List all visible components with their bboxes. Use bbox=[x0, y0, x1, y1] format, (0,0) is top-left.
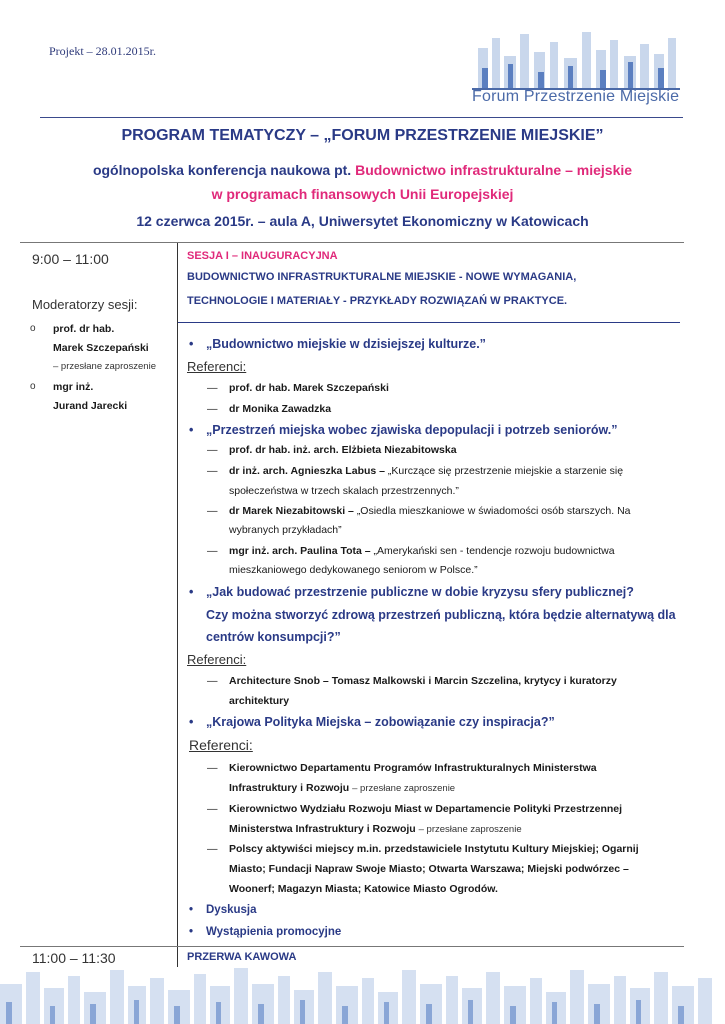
break-time: 11:00 – 11:30 bbox=[32, 950, 116, 966]
table-row-divider bbox=[20, 946, 684, 947]
conference-subtitle bbox=[0, 162, 725, 178]
speaker-cont: Infrastruktury i Rozwoju – przesłane zaproszenie bbox=[229, 782, 456, 794]
moderator-note: – przesłane zaproszenie bbox=[53, 361, 156, 372]
topic-cont: Czy można stworzyć zdrową przestrzeń publiczną, która będzie alternatywą dla bbox=[206, 608, 676, 622]
referenci-label: Referenci: bbox=[187, 359, 247, 374]
circle-bullet-icon: o bbox=[30, 381, 36, 392]
circle-bullet-icon: o bbox=[30, 323, 36, 334]
dash-icon: — bbox=[207, 465, 218, 477]
dash-icon: — bbox=[207, 545, 218, 557]
break-label: PRZERWA KAWOWA bbox=[187, 951, 297, 963]
speaker-talk-cont: wybranych przykładach” bbox=[229, 524, 342, 536]
speaker-talk-cont: społeczeństwa w trzech skalach przestrzennych.” bbox=[229, 485, 459, 497]
bullet-icon: • bbox=[189, 585, 194, 599]
referenci-label: Referenci: bbox=[187, 652, 247, 667]
dash-icon: — bbox=[207, 403, 218, 415]
speaker-cont: architektury bbox=[229, 695, 290, 707]
dash-icon: — bbox=[207, 382, 218, 394]
dash-icon: — bbox=[207, 675, 218, 687]
city-skyline-footer bbox=[0, 966, 725, 1024]
session-divider bbox=[178, 322, 680, 323]
subtitle-prefix: ogólnopolska konferencja naukowa pt. bbox=[92, 162, 352, 178]
column-divider bbox=[177, 243, 178, 967]
moderators-label: Moderatorzy sesji: bbox=[32, 297, 138, 312]
speaker-cont: Ministerstwa Infrastruktury i Rozwoju – przesłane zaproszenie bbox=[229, 823, 522, 835]
table-top-divider bbox=[20, 242, 684, 243]
page-title: PROGRAM TEMATYCZY – „FORUM PRZESTRZENIE MIEJSKIE” bbox=[121, 127, 604, 144]
session-heading: TECHNOLOGIE I MATERIAŁY - PRZYKŁADY ROZWIĄZAŃ W PRAKTYCE. bbox=[187, 295, 568, 307]
dash-icon: — bbox=[207, 505, 218, 517]
bullet-icon: • bbox=[189, 423, 194, 437]
speaker-cont: Woonerf; Magazyn Miasta; Katowice Miasto Ogrodów. bbox=[229, 883, 498, 895]
speaker-cont: Miasto; Fundacji Napraw Swoje Miasto; Otwarta Warszawa; Miejski podwórzec – bbox=[229, 863, 629, 875]
bullet-icon: • bbox=[189, 715, 194, 729]
dash-icon: — bbox=[207, 444, 218, 456]
subtitle-line2: w programach finansowych Unii Europejskiej bbox=[211, 186, 514, 202]
bullet-icon: • bbox=[189, 904, 194, 916]
draft-label: Projekt – 28.01.2015r. bbox=[49, 44, 156, 58]
subtitle-highlight: Budownictwo infrastrukturalne – miejskie bbox=[355, 162, 633, 178]
speaker-talk-cont: mieszkaniowego dedykowanego seniorom w Polsce.” bbox=[229, 564, 478, 576]
referenci-label: Referenci: bbox=[189, 737, 253, 753]
session-heading: BUDOWNICTWO INFRASTRUKTURALNE MIEJSKIE - NOWE WYMAGANIA, bbox=[187, 271, 577, 283]
topic-cont: centrów konsumpcji?” bbox=[206, 630, 341, 644]
date-place: 12 czerwca 2015r. – aula A, Uniwersytet Ekonomiczny w Katowicach bbox=[136, 213, 589, 229]
bullet-icon: • bbox=[189, 337, 194, 351]
bullet-icon: • bbox=[189, 926, 194, 938]
dash-icon: — bbox=[207, 762, 218, 774]
dash-icon: — bbox=[207, 803, 218, 815]
header-divider bbox=[40, 117, 683, 118]
session-title: SESJA I – INAUGURACYJNA bbox=[187, 250, 338, 262]
logo-text: Forum Przestrzenie Miejskie bbox=[472, 88, 680, 105]
dash-icon: — bbox=[207, 843, 218, 855]
session-time: 9:00 – 11:00 bbox=[32, 251, 109, 267]
